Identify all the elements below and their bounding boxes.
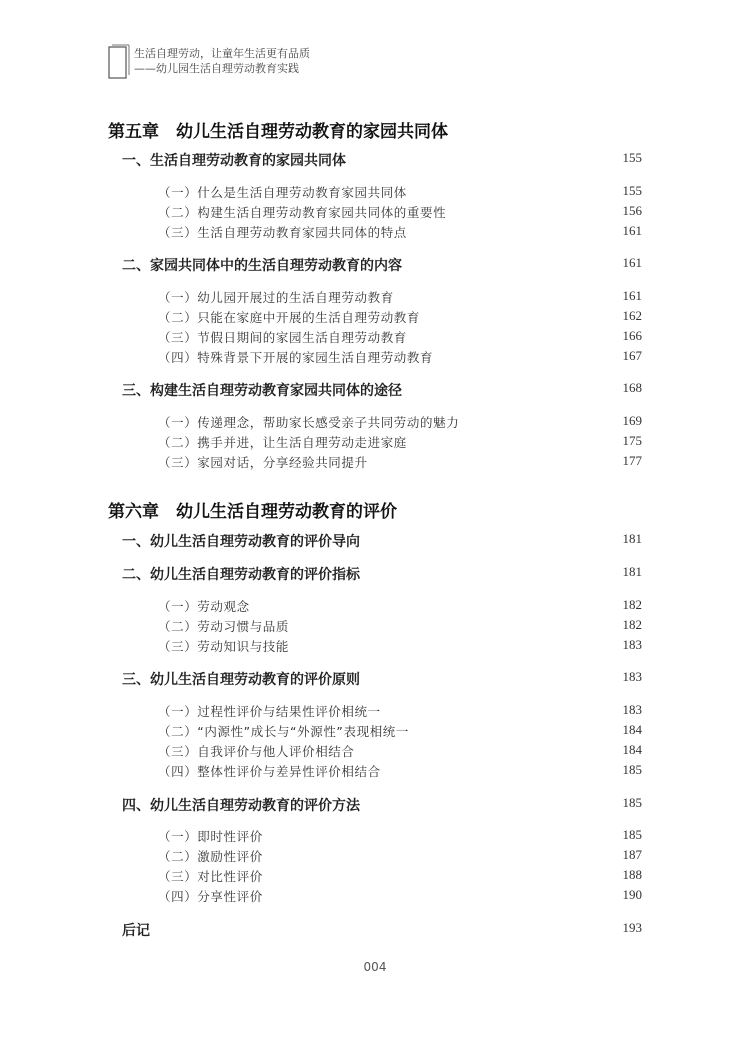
toc-item[interactable] [158, 867, 642, 885]
toc-item[interactable] [158, 887, 642, 905]
toc-item[interactable] [158, 847, 642, 865]
item-label: （一）什么是生活自理劳动教育家园共同体 [158, 185, 407, 200]
item-label: （四）分享性评价 [158, 889, 263, 904]
page-number: 161 [622, 223, 642, 238]
page-number: 188 [622, 867, 642, 882]
page-number: 161 [622, 288, 642, 303]
toc-section[interactable] [122, 150, 642, 170]
page-number: 167 [622, 348, 642, 363]
item-label: （二）“内源性”成长与“外源性”表现相统一 [158, 724, 410, 739]
toc-item[interactable] [158, 413, 642, 431]
page-number: 169 [622, 413, 642, 428]
section-title: 二、幼儿生活自理劳动教育的评价指标 [122, 567, 360, 583]
item-label: （三）生活自理劳动教育家园共同体的特点 [158, 225, 407, 240]
item-label: （三）节假日期间的家园生活自理劳动教育 [158, 330, 407, 345]
item-label: （三）自我评价与他人评价相结合 [158, 744, 355, 759]
toc-item[interactable] [158, 637, 642, 655]
section-title: 一、生活自理劳动教育的家园共同体 [122, 153, 346, 169]
page-number: 155 [622, 150, 642, 165]
item-label: （三）家园对话，分享经验共同提升 [158, 455, 368, 470]
item-label: （一）幼儿园开展过的生活自理劳动教育 [158, 290, 394, 305]
toc-item[interactable] [158, 348, 642, 366]
toc-section[interactable] [122, 531, 642, 551]
toc-item[interactable] [158, 762, 642, 780]
toc-item[interactable] [158, 203, 642, 221]
section-title: 二、家园共同体中的生活自理劳动教育的内容 [122, 258, 402, 274]
page-number: 161 [622, 255, 642, 270]
item-label: （二）构建生活自理劳动教育家园共同体的重要性 [158, 205, 447, 220]
page-number: 181 [622, 531, 642, 546]
item-label: （一）传递理念，帮助家长感受亲子共同劳动的魅力 [158, 415, 460, 430]
toc-item[interactable] [158, 328, 642, 346]
book-icon [108, 44, 134, 80]
toc-item[interactable] [158, 617, 642, 635]
item-label: （一）即时性评价 [158, 829, 263, 844]
page-number: 181 [622, 564, 642, 579]
item-label: （一）劳动观念 [158, 599, 250, 614]
page-number: 185 [622, 827, 642, 842]
header-line-2: ——幼儿园生活自理劳动教育实践 [134, 62, 299, 75]
chapter-title: 第五章 幼儿生活自理劳动教育的家园共同体 [108, 122, 448, 142]
section-title: 一、幼儿生活自理劳动教育的评价导向 [122, 534, 360, 550]
page-number: 185 [622, 795, 642, 810]
footer-page-number: 004 [363, 960, 387, 974]
section-title: 四、幼儿生活自理劳动教育的评价方法 [122, 798, 360, 814]
section-title: 三、幼儿生活自理劳动教育的评价原则 [122, 672, 360, 688]
page-number: 184 [622, 722, 642, 737]
toc-section[interactable] [122, 669, 642, 689]
toc-item[interactable] [158, 288, 642, 306]
page-number: 187 [622, 847, 642, 862]
item-label: （二）劳动习惯与品质 [158, 619, 290, 634]
page-number: 184 [622, 742, 642, 757]
toc-item[interactable] [158, 183, 642, 201]
toc-item[interactable] [158, 742, 642, 760]
page-number: 185 [622, 762, 642, 777]
toc-item[interactable] [158, 702, 642, 720]
toc-item[interactable] [158, 433, 642, 451]
page-number: 162 [622, 308, 642, 323]
header-text [134, 46, 310, 76]
section-title: 三、构建生活自理劳动教育家园共同体的途径 [122, 383, 402, 399]
toc-section[interactable] [122, 255, 642, 275]
item-label: （二）携手并进，让生活自理劳动走进家庭 [158, 435, 407, 450]
toc-section[interactable] [122, 795, 642, 815]
toc-afterword[interactable] [122, 920, 642, 940]
toc-section[interactable] [122, 564, 642, 584]
page-number: 183 [622, 702, 642, 717]
page-number: 156 [622, 203, 642, 218]
item-label: （二）只能在家庭中开展的生活自理劳动教育 [158, 310, 421, 325]
toc-item[interactable] [158, 308, 642, 326]
page-number: 183 [622, 637, 642, 652]
toc-item[interactable] [158, 827, 642, 845]
toc-item[interactable] [158, 722, 642, 740]
toc-item[interactable] [158, 597, 642, 615]
page-number: 182 [622, 617, 642, 632]
toc-item[interactable] [158, 223, 642, 241]
page-number: 177 [622, 453, 642, 468]
page-number: 183 [622, 669, 642, 684]
page-number: 175 [622, 433, 642, 448]
page-number: 190 [622, 887, 642, 902]
item-label: （三）对比性评价 [158, 869, 263, 884]
item-label: （四）整体性评价与差异性评价相结合 [158, 764, 381, 779]
toc-section[interactable] [122, 380, 642, 400]
item-label: （四）特殊背景下开展的家园生活自理劳动教育 [158, 350, 434, 365]
afterword-title: 后记 [122, 923, 150, 939]
page-number: 155 [622, 183, 642, 198]
toc-item[interactable] [158, 453, 642, 471]
page-number: 193 [622, 920, 642, 935]
item-label: （二）激励性评价 [158, 849, 263, 864]
item-label: （一）过程性评价与结果性评价相统一 [158, 704, 381, 719]
item-label: （三）劳动知识与技能 [158, 639, 290, 654]
page-number: 168 [622, 380, 642, 395]
header-line-1: 生活自理劳动，让童年生活更有品质 [134, 47, 310, 60]
page-number: 166 [622, 328, 642, 343]
chapter-title: 第六章 幼儿生活自理劳动教育的评价 [108, 502, 397, 522]
page-number: 182 [622, 597, 642, 612]
